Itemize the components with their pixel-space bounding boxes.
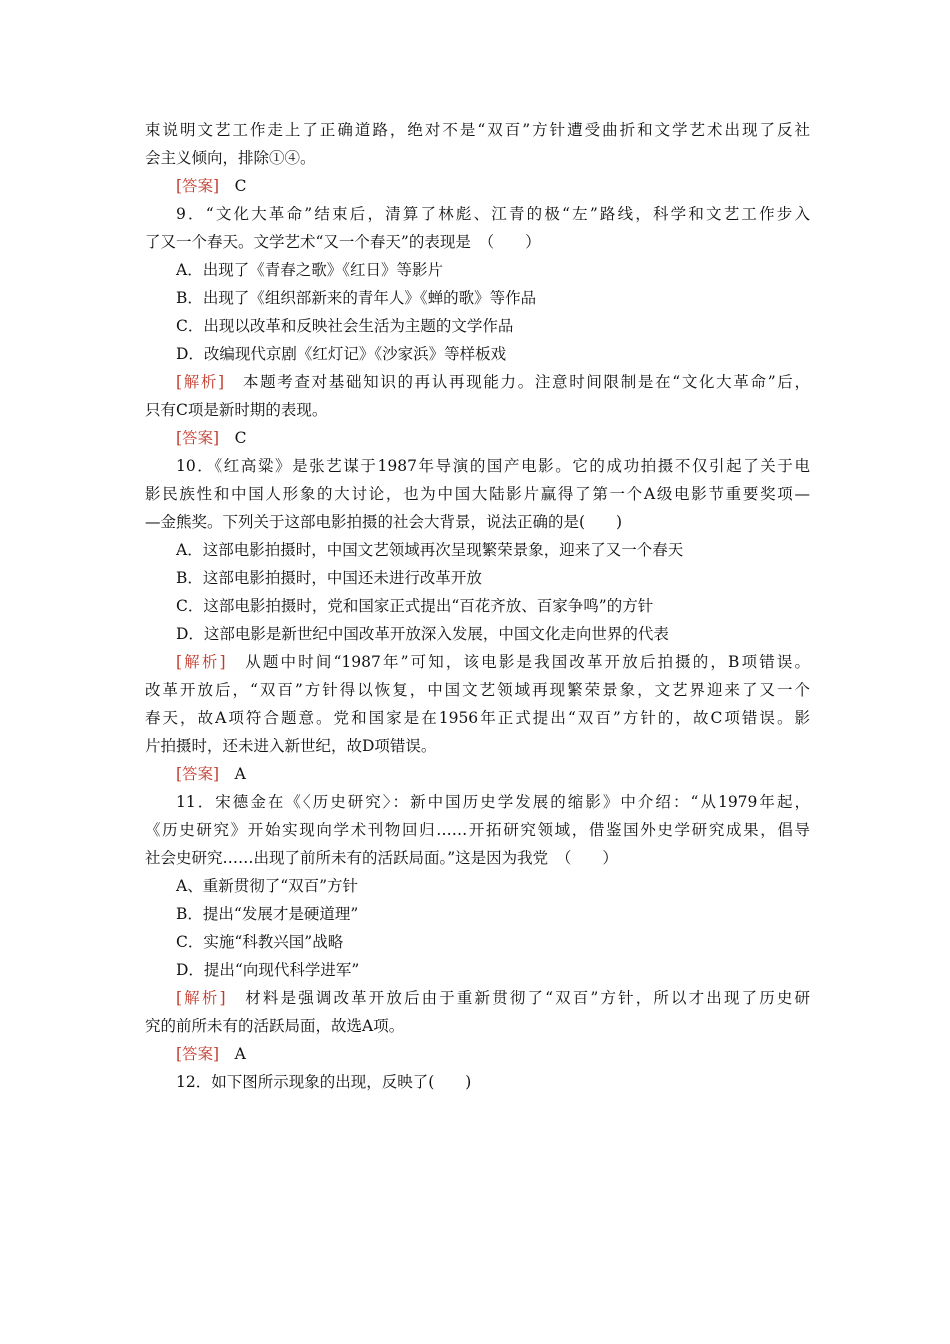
analysis-line bbox=[145, 368, 810, 396]
analysis-tag: [解析] bbox=[176, 989, 226, 1007]
text-line: 只有C项是新时期的表现。 bbox=[145, 401, 328, 419]
answer-tag: [答案] bbox=[176, 765, 220, 783]
analysis-text: 材料是强调改革开放后由于重新贯彻了“双百”方针，所以才出现了历史研 bbox=[245, 989, 810, 1007]
analysis-text: 从题中时间“1987年”可知，该电影是我国改革开放后拍摄的，B项错误。 bbox=[245, 653, 810, 671]
analysis-line bbox=[145, 984, 810, 1012]
answer-value: A bbox=[234, 1045, 246, 1063]
text-line: 束说明文艺工作走上了正确道路，绝对不是“双百”方针遭受曲折和文学艺术出现了反社 bbox=[145, 121, 810, 139]
text-line: 《历史研究》开始实现向学术刊物回归……开拓研究领域，借鉴国外史学研究成果，倡导 bbox=[145, 821, 810, 839]
option-d: D．提出“向现代科学进军” bbox=[176, 961, 360, 979]
text-line: 片拍摄时，还未进入新世纪，故D项错误。 bbox=[145, 737, 437, 755]
text-line: 了又一个春天。文学艺术“又一个春天”的表现是 （ ） bbox=[145, 233, 541, 251]
answer-tag: [答案] bbox=[176, 1045, 220, 1063]
text-line: 究的前所未有的活跃局面，故选A项。 bbox=[145, 1017, 405, 1035]
text-line: 社会史研究……出现了前所未有的活跃局面。”这是因为我党 （ ） bbox=[145, 849, 618, 867]
option-b: B．提出“发展才是硬道理” bbox=[176, 905, 359, 923]
option-b: B．出现了《组织部新来的青年人》《蝉的歌》等作品 bbox=[176, 289, 537, 307]
answer-value: A bbox=[234, 765, 246, 783]
answer-line bbox=[145, 1040, 810, 1068]
document-page bbox=[145, 116, 810, 1096]
answer-tag: [答案] bbox=[176, 177, 220, 195]
answer-line bbox=[145, 172, 810, 200]
answer-line bbox=[145, 424, 810, 452]
option-c: C．实施“科教兴国”战略 bbox=[176, 933, 344, 951]
option-d: D．这部电影是新世纪中国改革开放深入发展，中国文化走向世界的代表 bbox=[176, 625, 669, 643]
analysis-line bbox=[145, 648, 810, 676]
text-line: 春天，故A项符合题意。党和国家是在1956年正式提出“双百”方针的，故C项错误。影 bbox=[145, 709, 810, 727]
text-line: 影民族性和中国人形象的大讨论，也为中国大陆影片赢得了第一个A级电影节重要奖项— bbox=[145, 485, 810, 503]
answer-value: C bbox=[234, 177, 247, 195]
analysis-text: 本题考查对基础知识的再认再现能力。注意时间限制是在“文化大革命”后， bbox=[242, 373, 810, 391]
question-10-stem: 10．《红高粱》是张艺谋于1987年导演的国产电影。它的成功拍摄不仅引起了关于电 bbox=[176, 457, 810, 475]
text-line: 会主义倾向，排除①④。 bbox=[145, 149, 316, 167]
analysis-tag: [解析] bbox=[176, 653, 226, 671]
option-d: D．改编现代京剧《红灯记》《沙家浜》等样板戏 bbox=[176, 345, 507, 363]
text-line: 改革开放后，“双百”方针得以恢复，中国文艺领域再现繁荣景象，文艺界迎来了又一个 bbox=[145, 681, 810, 699]
option-a: A、重新贯彻了“双百”方针 bbox=[176, 877, 359, 895]
question-12-stem: 12．如下图所示现象的出现，反映了( ) bbox=[176, 1073, 472, 1091]
answer-line bbox=[145, 760, 810, 788]
option-a: A．这部电影拍摄时，中国文艺领域再次呈现繁荣景象，迎来了又一个春天 bbox=[176, 541, 684, 559]
question-11-stem: 11．宋德金在《〈历史研究〉：新中国历史学发展的缩影》中介绍：“从1979年起， bbox=[176, 793, 810, 811]
text-line: —金熊奖。下列关于这部电影拍摄的社会大背景，说法正确的是( ) bbox=[145, 513, 623, 531]
option-c: C．出现以改革和反映社会生活为主题的文学作品 bbox=[176, 317, 514, 335]
answer-value: C bbox=[234, 429, 247, 447]
answer-tag: [答案] bbox=[176, 429, 220, 447]
option-b: B．这部电影拍摄时，中国还未进行改革开放 bbox=[176, 569, 482, 587]
analysis-tag: [解析] bbox=[176, 373, 225, 391]
question-9-stem: 9．“文化大革命”结束后，清算了林彪、江青的极“左”路线，科学和文艺工作步入 bbox=[176, 205, 810, 223]
option-a: A．出现了《青春之歌》《红日》等影片 bbox=[176, 261, 443, 279]
option-c: C．这部电影拍摄时，党和国家正式提出“百花齐放、百家争鸣”的方针 bbox=[176, 597, 654, 615]
